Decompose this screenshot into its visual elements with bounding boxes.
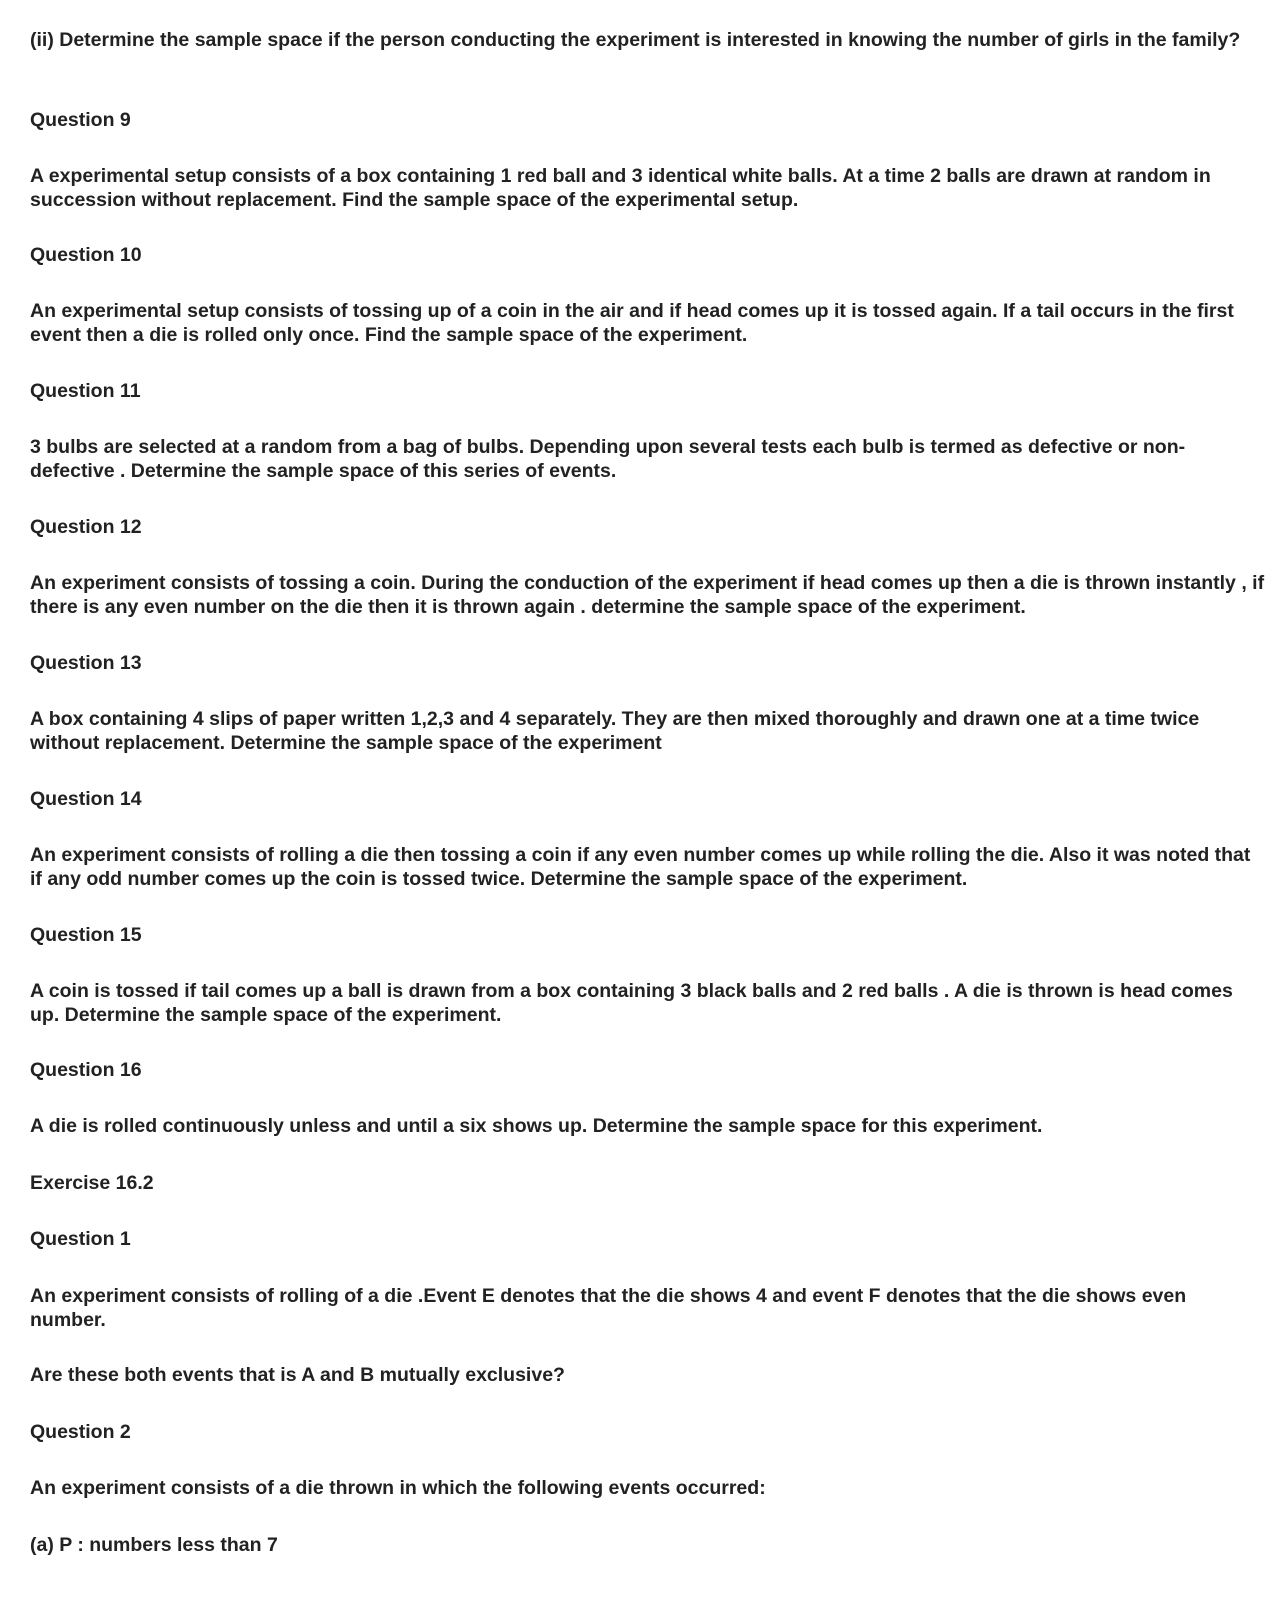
- question-9-text: A experimental setup consists of a box containing 1 red ball and 3 identical white balls. At a time 2 balls are drawn at random in succession without replacement. Find the sample space of the experimental setup.: [30, 165, 1211, 211]
- exercise-16-2-heading: Exercise 16.2: [30, 1172, 154, 1194]
- exercise-question-1-text: An experiment consists of rolling of a die .Event E denotes that the die shows 4 and event F denotes that the die shows even number.: [30, 1285, 1187, 1331]
- question-12-heading: Question 12: [30, 516, 142, 538]
- question-10-heading: Question 10: [30, 244, 142, 266]
- question-14-heading: Question 14: [30, 788, 142, 810]
- question-16-heading: Question 16: [30, 1059, 142, 1081]
- exercise-question-1-followup: Are these both events that is A and B mutually exclusive?: [30, 1364, 565, 1386]
- question-8-part-ii-text: (ii) Determine the sample space if the person conducting the experiment is interested in knowing the number of girls in the family?: [30, 29, 1241, 51]
- exercise-question-1-heading: Question 1: [30, 1228, 131, 1250]
- question-13-heading: Question 13: [30, 652, 142, 674]
- question-12-text: An experiment consists of tossing a coin. During the conduction of the experiment if head comes up then a die is thrown instantly , if there is any even number on the die then it is thrown again . determine the sample space of the experiment.: [30, 572, 1265, 618]
- question-9-heading: Question 9: [30, 109, 131, 131]
- exercise-question-2-heading: Question 2: [30, 1421, 131, 1443]
- question-15-heading: Question 15: [30, 924, 142, 946]
- question-13-text: A box containing 4 slips of paper written 1,2,3 and 4 separately. They are then mixed thoroughly and drawn one at a time twice without replacement. Determine the sample space of the experiment: [30, 708, 1200, 754]
- exercise-question-2-text: An experiment consists of a die thrown in which the following events occurred:: [30, 1477, 766, 1499]
- question-10-text: An experimental setup consists of tossing up of a coin in the air and if head comes up it is tossed again. If a tail occurs in the first event then a die is rolled only once. Find the sample space of the experiment.: [30, 300, 1234, 346]
- question-11-heading: Question 11: [30, 380, 141, 402]
- question-11-text: 3 bulbs are selected at a random from a bag of bulbs. Depending upon several tests each bulb is termed as defective or non-defective . Determine the sample space of this series of events.: [30, 436, 1186, 482]
- question-14-text: An experiment consists of rolling a die then tossing a coin if any even number comes up while rolling the die. Also it was noted that if any odd number comes up the coin is tossed twice. Determine the sample space of the experiment.: [30, 844, 1251, 890]
- question-16-text: A die is rolled continuously unless and until a six shows up. Determine the sample space for this experiment.: [30, 1115, 1043, 1137]
- exercise-question-2-item-a: (a) P : numbers less than 7: [30, 1534, 278, 1556]
- question-15-text: A coin is tossed if tail comes up a ball is drawn from a box containing 3 black balls and 2 red balls . A die is thrown is head comes up. Determine the sample space of the experiment.: [30, 980, 1233, 1026]
